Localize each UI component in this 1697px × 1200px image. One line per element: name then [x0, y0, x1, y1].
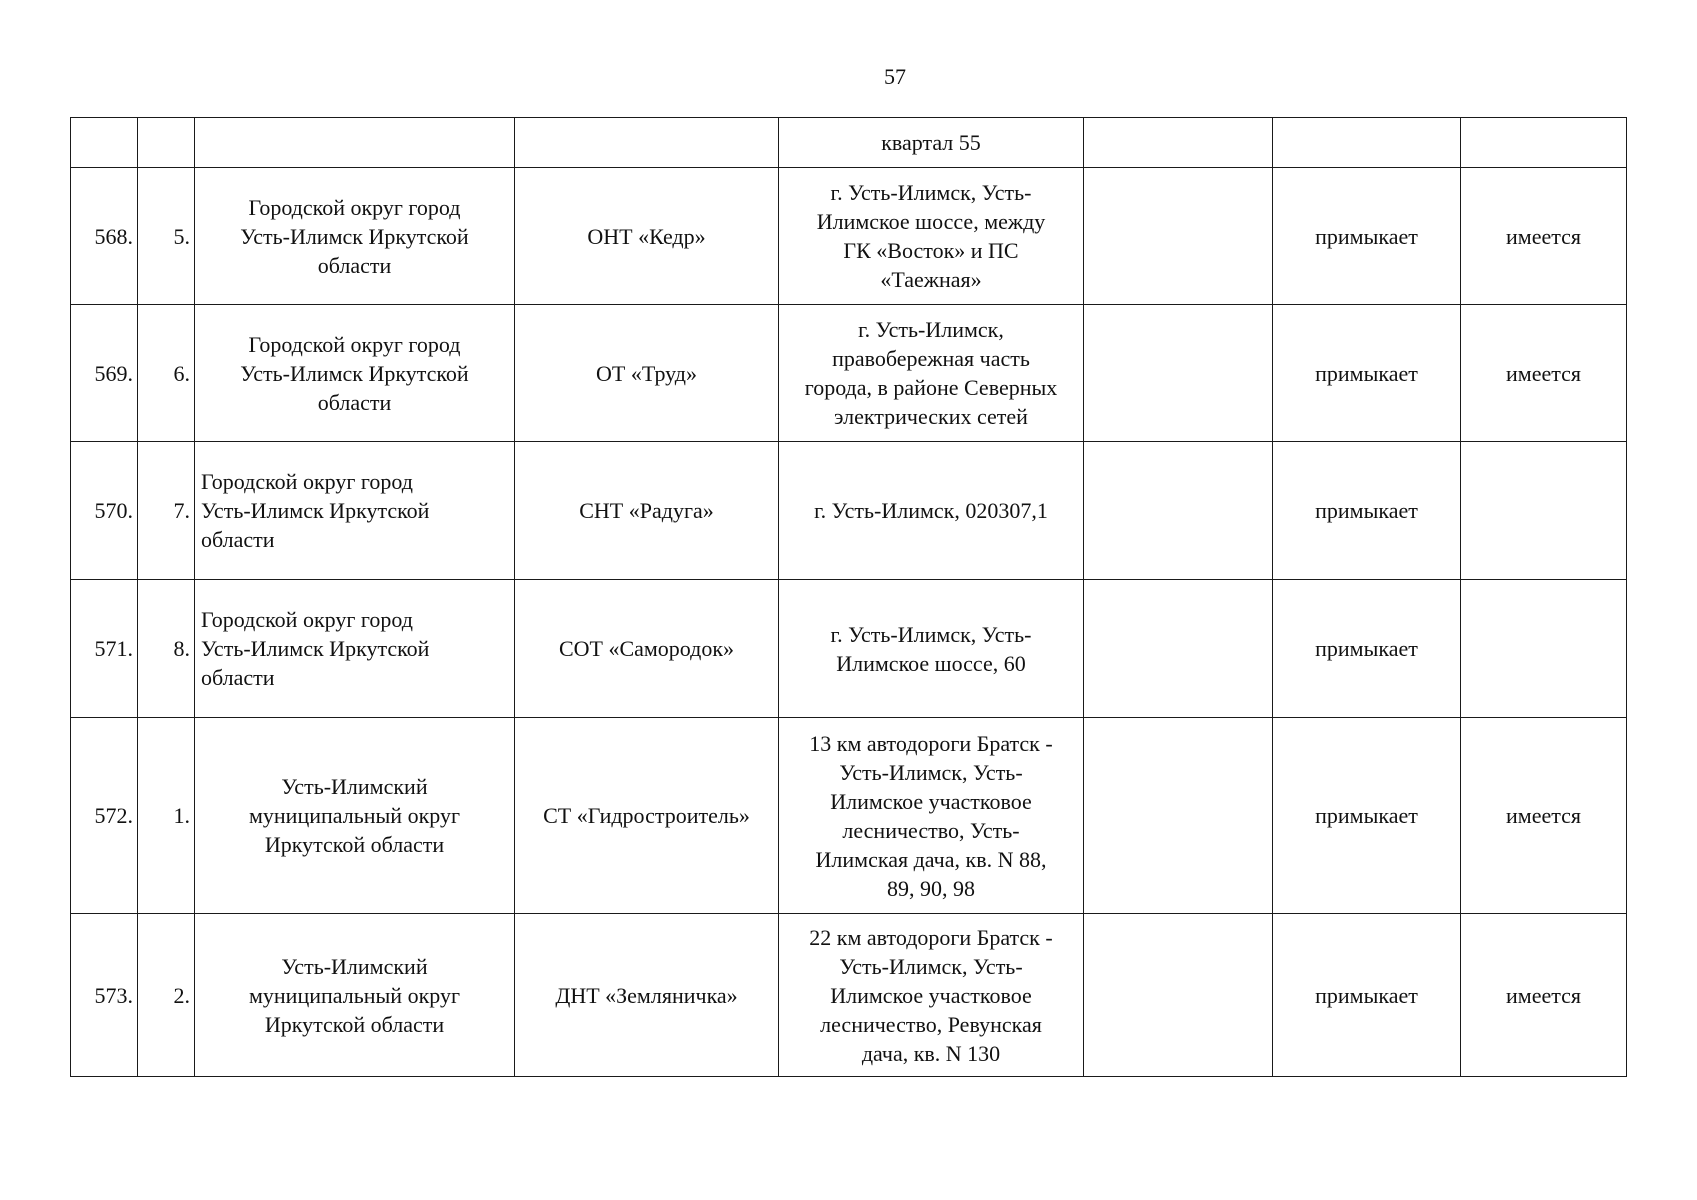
cell-municipality: Городской округ город Усть-Илимск Иркутской области [195, 168, 515, 305]
cell-sub: 6. [138, 305, 195, 442]
cell-name: ДНТ «Земляничка» [515, 914, 779, 1077]
cell-availability: имеется [1461, 168, 1627, 305]
cell-col6 [1084, 168, 1273, 305]
cell-adjacency [1273, 118, 1461, 168]
page-number: 57 [884, 64, 906, 89]
cell-location: г. Усть-Илимск, правобережная часть города, в районе Северных электрических сетей [779, 305, 1084, 442]
cell-availability: имеется [1461, 718, 1627, 914]
registry-table [70, 117, 1627, 1077]
cell-seq: 569. [71, 305, 138, 442]
cell-adjacency: примыкает [1273, 168, 1461, 305]
cell-col6 [1084, 442, 1273, 580]
cell-seq: 571. [71, 580, 138, 718]
cell-name: СТ «Гидростроитель» [515, 718, 779, 914]
cell-seq: 568. [71, 168, 138, 305]
cell-seq: 573. [71, 914, 138, 1077]
cell-sub: 8. [138, 580, 195, 718]
cell-name: СНТ «Радуга» [515, 442, 779, 580]
cell-adjacency: примыкает [1273, 718, 1461, 914]
cell-municipality [195, 118, 515, 168]
cell-sub: 7. [138, 442, 195, 580]
cell-availability [1461, 442, 1627, 580]
cell-municipality: Усть-Илимский муниципальный округ Иркутской области [195, 914, 515, 1077]
table-row [71, 718, 1627, 914]
cell-municipality: Городской округ город Усть-Илимск Иркутской области [195, 442, 515, 580]
cell-sub: 1. [138, 718, 195, 914]
table-row [71, 442, 1627, 580]
cell-adjacency: примыкает [1273, 442, 1461, 580]
cell-availability: имеется [1461, 305, 1627, 442]
cell-col6 [1084, 305, 1273, 442]
cell-sub [138, 118, 195, 168]
cell-location: 13 км автодороги Братск - Усть-Илимск, Усть- Илимское участковое лесничество, Усть- Илимская дача, кв. N 88, 89, 90, 98 [779, 718, 1084, 914]
cell-location: г. Усть-Илимск, Усть- Илимское шоссе, 60 [779, 580, 1084, 718]
cell-name: СОТ «Самородок» [515, 580, 779, 718]
cell-sub: 5. [138, 168, 195, 305]
cell-col6 [1084, 718, 1273, 914]
cell-availability [1461, 580, 1627, 718]
cell-availability: имеется [1461, 914, 1627, 1077]
cell-adjacency: примыкает [1273, 580, 1461, 718]
cell-col6 [1084, 914, 1273, 1077]
cell-seq: 570. [71, 442, 138, 580]
table-row [71, 168, 1627, 305]
cell-municipality: Городской округ город Усть-Илимск Иркутской области [195, 305, 515, 442]
cell-municipality: Усть-Илимский муниципальный округ Иркутской области [195, 718, 515, 914]
cell-location: г. Усть-Илимск, 020307,1 [779, 442, 1084, 580]
cell-location: г. Усть-Илимск, Усть- Илимское шоссе, между ГК «Восток» и ПС «Таежная» [779, 168, 1084, 305]
cell-location: квартал 55 [779, 118, 1084, 168]
table-row [71, 914, 1627, 1077]
cell-name: ОНТ «Кедр» [515, 168, 779, 305]
cell-name: ОТ «Труд» [515, 305, 779, 442]
cell-location: 22 км автодороги Братск - Усть-Илимск, Усть- Илимское участковое лесничество, Ревунская дача, кв. N 130 [779, 914, 1084, 1077]
cell-seq [71, 118, 138, 168]
table-row [71, 580, 1627, 718]
cell-municipality: Городской округ город Усть-Илимск Иркутской области [195, 580, 515, 718]
cell-availability [1461, 118, 1627, 168]
cell-adjacency: примыкает [1273, 914, 1461, 1077]
cell-col6 [1084, 580, 1273, 718]
table-row [71, 305, 1627, 442]
cell-seq: 572. [71, 718, 138, 914]
cell-sub: 2. [138, 914, 195, 1077]
cell-name [515, 118, 779, 168]
table-row-continuation [71, 118, 1627, 168]
cell-col6 [1084, 118, 1273, 168]
cell-adjacency: примыкает [1273, 305, 1461, 442]
